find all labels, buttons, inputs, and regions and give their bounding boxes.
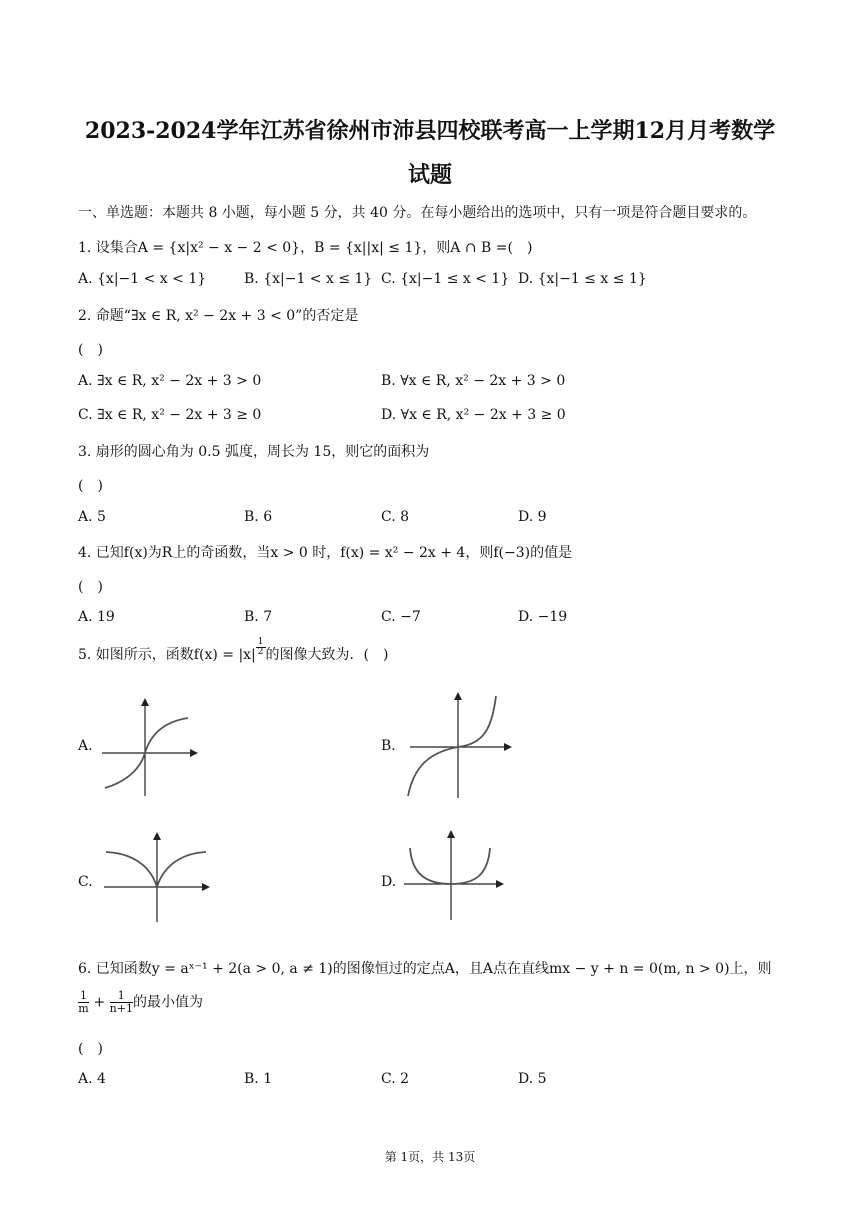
q3-option-a: A. 5 (78, 509, 106, 525)
q5-stem-pre: 5. 如图所示，函数f(x) = |x| (78, 647, 256, 663)
q3-option-c: C. 8 (381, 509, 410, 525)
question-2-stem: 2. 命题“∃x ∈ R, x² − 2x + 3 < 0”的否定是 (78, 308, 359, 324)
question-4-stem: 4. 已知f(x)为R上的奇函数，当x > 0 时，f(x) = x² − 2x + 4，则f(−3)的值是 (78, 545, 573, 561)
question-6-paren: ( ) (78, 1041, 103, 1057)
page-footer: 第 1页，共 13页 (384, 1150, 476, 1164)
q5-fig-label-c: C. (78, 874, 93, 890)
section-heading: 一、单选题：本题共 8 小题，每小题 5 分，共 40 分。在每小题给出的选项中，只有一项是符合题目要求的。 (78, 205, 757, 221)
q6-option-a: A. 4 (78, 1071, 106, 1087)
question-4-paren: ( ) (78, 579, 103, 595)
q3-option-b: B. 6 (244, 509, 273, 525)
q5-fig-label-d: D. (381, 874, 397, 890)
q6-frac1-num: 1 (80, 989, 87, 1002)
q2-option-d: D. ∀x ∈ R, x² − 2x + 3 ≥ 0 (381, 407, 566, 423)
q6-stem-post: 的最小值为 (132, 994, 203, 1011)
q6-plus: + (93, 994, 106, 1011)
q6-frac2-den: n+1 (109, 1002, 133, 1015)
q3-option-d: D. 9 (518, 509, 547, 525)
q6-fraction-2 (110, 990, 133, 1015)
q5-exp-num: 1 (257, 637, 264, 647)
q6-option-b: B. 1 (244, 1071, 273, 1087)
q6-frac2-num: 1 (110, 990, 133, 1003)
page-title: 2023-2024学年江苏省徐州市沛县四校联考高一上学期12月月考数学 (84, 118, 776, 144)
q4-option-c: C. −7 (381, 609, 421, 625)
q5-exp-den: 2 (257, 647, 264, 657)
question-2-paren: ( ) (78, 342, 103, 358)
q2-option-b: B. ∀x ∈ R, x² − 2x + 3 > 0 (381, 373, 566, 389)
q5-fig-label-a: A. (78, 738, 93, 754)
q4-option-d: D. −19 (518, 609, 568, 625)
question-3-stem: 3. 扇形的圆心角为 0.5 弧度，周长为 15，则它的面积为 (78, 444, 430, 460)
q6-fraction-1 (78, 990, 89, 1015)
q4-option-b: B. 7 (244, 609, 273, 625)
q5-fig-label-b: B. (381, 738, 396, 754)
question-5-stem (78, 637, 389, 664)
q6-option-c: C. 2 (381, 1071, 410, 1087)
question-6-stem: 6. 已知函数y = aˣ⁻¹ + 2(a > 0, a ≠ 1)的图像恒过的定点A，且A点在直线mx − y + n = 0(m, n > 0)上，则 (78, 961, 772, 977)
q5-stem-post: 的图像大致为．( ) (265, 647, 389, 663)
q6-frac1-den: m (78, 1002, 89, 1015)
q6-option-d: D. 5 (518, 1071, 547, 1087)
q1-option-b: B. {x|−1 < x ≤ 1} (244, 271, 373, 287)
q2-option-c: C. ∃x ∈ R, x² − 2x + 3 ≥ 0 (78, 407, 262, 423)
q2-option-a: A. ∃x ∈ R, x² − 2x + 3 > 0 (78, 373, 262, 389)
q1-option-d: D. {x|−1 ≤ x ≤ 1} (518, 271, 647, 287)
question-6-stem-cont (78, 990, 203, 1015)
question-3-paren: ( ) (78, 478, 103, 494)
q5-graph-c (100, 826, 216, 926)
q5-graph-b (400, 686, 520, 802)
page-title-line2: 试题 (407, 162, 452, 188)
q5-graph-d (400, 826, 510, 922)
q1-option-c: C. {x|−1 ≤ x < 1} (381, 271, 510, 287)
q5-graph-a (100, 690, 210, 800)
q4-option-a: A. 19 (78, 609, 115, 625)
q1-option-a: A. {x|−1 < x < 1} (78, 271, 207, 287)
question-1-stem: 1. 设集合A = {x|x² − x − 2 < 0}，B = {x||x| ≤ 1}，则A ∩ B =( ) (78, 240, 533, 256)
q5-exponent (256, 638, 266, 657)
